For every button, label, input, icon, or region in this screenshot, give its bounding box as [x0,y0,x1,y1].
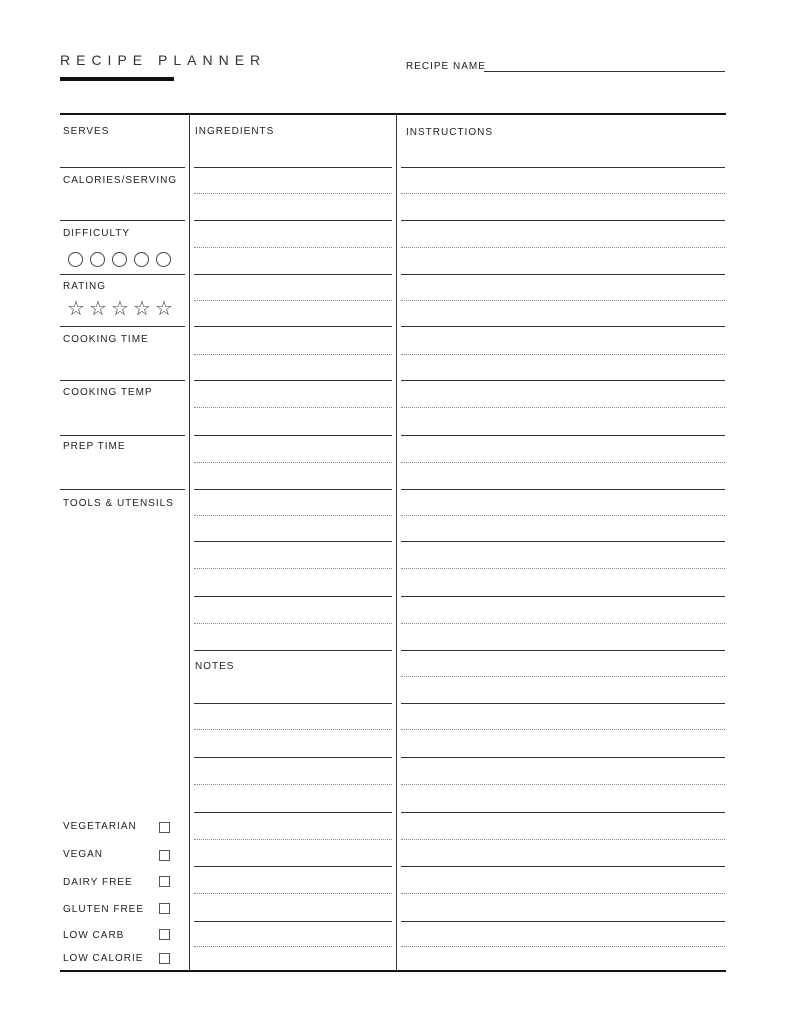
instruction-line[interactable] [401,921,725,922]
instruction-dotted-line[interactable] [401,946,725,947]
ingredient-line[interactable] [194,596,392,597]
notes-heading: NOTES [195,661,235,672]
ingredient-line[interactable] [194,220,392,221]
star-icon[interactable]: ☆ [155,298,173,320]
instruction-dotted-line[interactable] [401,676,725,677]
rating-stars [67,299,182,319]
recipe-name-label: RECIPE NAME [406,61,486,72]
dietary-label-dairy-free: DAIRY FREE [63,877,133,888]
cooking-time-field[interactable] [60,380,185,381]
low-carb-checkbox[interactable] [159,929,170,940]
instruction-dotted-line[interactable] [401,300,725,301]
prep-time-field[interactable] [60,489,185,490]
note-line[interactable] [194,703,392,704]
cooking-temp-label: COOKING TEMP [63,387,153,398]
calories-label: CALORIES/SERVING [63,175,178,186]
ingredient-line[interactable] [194,326,392,327]
instruction-dotted-line[interactable] [401,623,725,624]
note-dotted-line[interactable] [194,839,392,840]
star-icon[interactable]: ☆ [111,298,129,320]
ingredient-line[interactable] [194,380,392,381]
instruction-dotted-line[interactable] [401,354,725,355]
star-icon[interactable]: ☆ [133,298,151,320]
ingredient-dotted-line[interactable] [194,300,392,301]
difficulty-circle[interactable] [112,252,127,267]
ingredient-dotted-line[interactable] [194,247,392,248]
note-dotted-line[interactable] [194,729,392,730]
vegan-checkbox[interactable] [159,850,170,861]
gluten-free-checkbox[interactable] [159,903,170,914]
cooking-time-label: COOKING TIME [63,334,149,345]
calories-field[interactable] [60,220,185,221]
difficulty-circle[interactable] [134,252,149,267]
star-icon[interactable]: ☆ [89,298,107,320]
instruction-line[interactable] [401,274,725,275]
low-calorie-checkbox[interactable] [159,953,170,964]
instruction-line[interactable] [401,757,725,758]
instruction-line[interactable] [401,380,725,381]
title-underline [60,77,174,81]
ingredient-dotted-line[interactable] [194,407,392,408]
dietary-label-gluten-free: GLUTEN FREE [63,904,145,915]
instruction-dotted-line[interactable] [401,193,725,194]
dietary-label-vegan: VEGAN [63,849,104,860]
dairy-free-checkbox[interactable] [159,876,170,887]
cooking-temp-field[interactable] [60,435,185,436]
ingredient-dotted-line[interactable] [194,568,392,569]
instruction-dotted-line[interactable] [401,462,725,463]
dietary-label-low-carb: LOW CARB [63,930,125,941]
vegetarian-checkbox[interactable] [159,822,170,833]
difficulty-separator [60,274,185,275]
column-divider-right [396,114,397,970]
dietary-label-low-calorie: LOW CALORIE [63,953,144,964]
serves-field[interactable] [60,167,185,168]
ingredient-dotted-line[interactable] [194,193,392,194]
instruction-line[interactable] [401,596,725,597]
instruction-line[interactable] [401,435,725,436]
instruction-dotted-line[interactable] [401,839,725,840]
ingredient-line[interactable] [194,650,392,651]
instruction-line[interactable] [401,220,725,221]
ingredient-line[interactable] [194,489,392,490]
top-border [60,113,726,115]
bottom-border [60,970,726,972]
note-line[interactable] [194,812,392,813]
difficulty-circle[interactable] [90,252,105,267]
instruction-dotted-line[interactable] [401,784,725,785]
ingredient-dotted-line[interactable] [194,515,392,516]
recipe-name-field[interactable] [484,71,725,72]
ingredient-dotted-line[interactable] [194,462,392,463]
instruction-line[interactable] [401,650,725,651]
instructions-heading: INSTRUCTIONS [406,127,493,138]
instruction-dotted-line[interactable] [401,729,725,730]
ingredient-dotted-line[interactable] [194,623,392,624]
instruction-dotted-line[interactable] [401,893,725,894]
note-line[interactable] [194,866,392,867]
note-dotted-line[interactable] [194,784,392,785]
note-dotted-line[interactable] [194,893,392,894]
ingredient-line[interactable] [194,541,392,542]
note-dotted-line[interactable] [194,946,392,947]
instruction-dotted-line[interactable] [401,247,725,248]
difficulty-circle[interactable] [156,252,171,267]
column-divider-left [189,114,190,970]
note-line[interactable] [194,921,392,922]
prep-time-label: PREP TIME [63,441,126,452]
ingredient-line[interactable] [194,274,392,275]
ingredient-line[interactable] [194,435,392,436]
rating-separator [60,326,185,327]
difficulty-label: DIFFICULTY [63,228,131,239]
instruction-line[interactable] [401,812,725,813]
instruction-dotted-line[interactable] [401,515,725,516]
instruction-dotted-line[interactable] [401,568,725,569]
instruction-line[interactable] [401,167,725,168]
ingredients-heading: INGREDIENTS [195,126,275,137]
instruction-line[interactable] [401,326,725,327]
rating-label: RATING [63,281,107,292]
ingredient-line[interactable] [194,167,392,168]
page-title: RECIPE PLANNER [60,52,267,68]
instruction-dotted-line[interactable] [401,407,725,408]
difficulty-circle[interactable] [68,252,83,267]
star-icon[interactable]: ☆ [67,298,85,320]
ingredient-dotted-line[interactable] [194,354,392,355]
dietary-label-vegetarian: VEGETARIAN [63,821,137,832]
note-line[interactable] [194,757,392,758]
instruction-line[interactable] [401,541,725,542]
difficulty-scale [68,252,178,268]
instruction-line[interactable] [401,489,725,490]
instruction-line[interactable] [401,703,725,704]
instruction-line[interactable] [401,866,725,867]
serves-label: SERVES [63,126,110,137]
tools-label: TOOLS & UTENSILS [63,498,174,509]
